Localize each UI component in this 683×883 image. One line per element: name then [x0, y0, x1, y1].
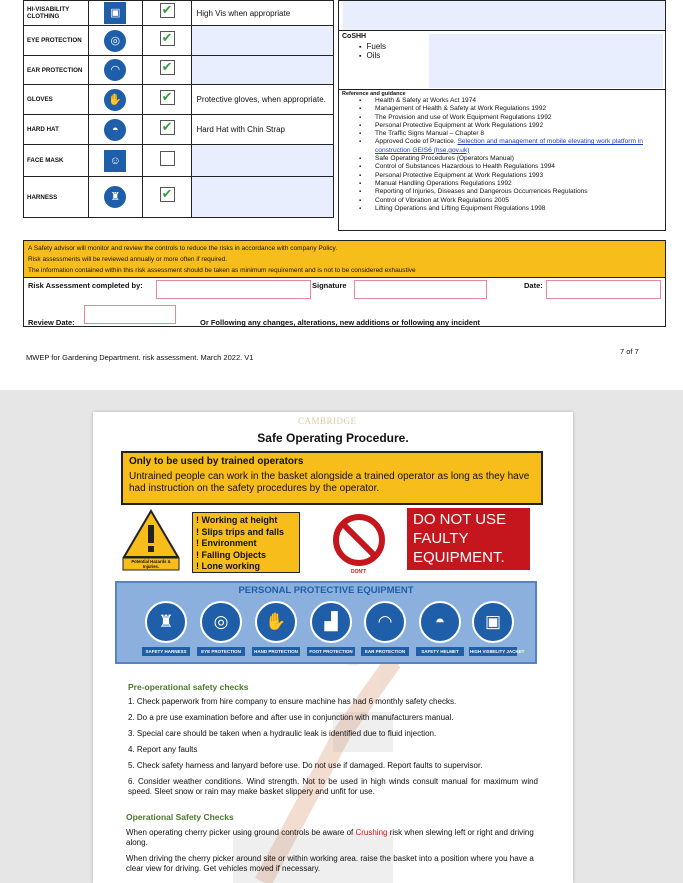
hazard-item: ! Lone working: [196, 561, 260, 571]
ppe-item: [142, 601, 190, 656]
goggles-icon: ◎: [104, 30, 126, 52]
ppe-note: [192, 145, 334, 177]
pre-operational-step: 2. Do a pre use examination before and after use in conjunction with manufacturers manual.: [128, 713, 454, 722]
crushing-highlight: Crushing: [355, 828, 388, 837]
ppe-checkbox[interactable]: [160, 90, 175, 105]
hi-vis-vest-icon: ▣: [104, 2, 126, 24]
signoff-box: [23, 278, 666, 327]
ppe-row: [24, 115, 334, 145]
banner-line: A Safety advisor will monitor and review the controls to reduce the risks in accordance with company Policy.: [28, 245, 338, 252]
reference-item: ▪ Health & Safety at Works Act 1974: [359, 97, 665, 105]
gloves-icon: ✋: [104, 89, 126, 111]
ppe-label: EAR PROTECTION: [24, 56, 89, 85]
reference-item: ▪ The Traffic Signs Manual – Chapter 8: [359, 130, 665, 138]
trained-body: Untrained people can work in the basket alongside a trained operator as long as they have had instruction on the safety procedures by the operator.: [129, 471, 530, 494]
ear-defenders-icon: ◠: [364, 601, 406, 643]
reference-item: ▪ Approved Code of Practice. Selection and management of mobile elevating work platform in construction GEIS6 (hse.gov.uk): [359, 138, 665, 155]
operational-step: When driving the cherry picker around site or within working area. raise the basket into a position where you have a clear view for driving. Get vehicles moved if necessary.: [126, 854, 534, 873]
page-number: 7 of 7: [620, 347, 639, 356]
ppe-item-label: EYE PROTECTION: [197, 647, 245, 656]
hazard-item: ! Slips trips and falls: [196, 526, 285, 537]
trained-operators-notice: [121, 451, 543, 505]
ppe-panel-title: PERSONAL PROTECTIVE EQUIPMENT: [238, 585, 414, 596]
pre-operational-heading: Pre-operational safety checks: [128, 682, 249, 692]
ppe-note: [192, 26, 334, 56]
ppe-checkbox[interactable]: [160, 31, 175, 46]
review-date-field[interactable]: [84, 305, 176, 324]
completed-by-label: Risk Assessment completed by:: [28, 281, 143, 290]
banner-line: Risk assessments will be reviewed annually or more often if required.: [28, 256, 228, 263]
ppe-table: [23, 0, 334, 218]
faulty-line: FAULTY: [413, 530, 469, 547]
operational-heading: Operational Safety Checks: [126, 812, 234, 822]
ppe-note: [192, 177, 334, 218]
ppe-item: [307, 601, 355, 656]
coshh-item: ▪ Oils: [359, 51, 665, 60]
ppe-item-label: SAFETY HELMET: [416, 647, 464, 656]
references-title: Reference and guidance: [342, 91, 406, 97]
completed-by-field[interactable]: [156, 280, 311, 299]
harness-icon: ♜: [104, 186, 126, 208]
ppe-checkbox[interactable]: [160, 120, 175, 135]
hi-vis-vest-icon: ▣: [472, 601, 514, 643]
dont-label: DON'T: [351, 569, 367, 575]
ppe-checkbox[interactable]: [160, 151, 175, 166]
ppe-item: [197, 601, 245, 656]
ear-defenders-icon: ◠: [104, 59, 126, 81]
boots-icon: ▟: [310, 601, 352, 643]
reference-item: ▪ Control of Vibration at Work Regulations 2005: [359, 197, 665, 205]
reference-item: ▪ Control of Substances Hazardous to Health Regulations 1994: [359, 163, 665, 171]
faulty-line: DO NOT USE: [413, 511, 507, 528]
pre-operational-step: 6. Consider weather conditions. Wind strength. Not to be used in high winds consult manual for maximum wind speed. Sleet snow or rain may make basket slippery and unfit for use.: [128, 777, 538, 796]
reference-item: ▪ Management of Health & Safety at Work Regulations 1992: [359, 105, 665, 113]
ppe-note: Hard Hat with Chin Strap: [192, 115, 334, 145]
ppe-item: [252, 601, 300, 656]
prohibition-sign-icon: [331, 514, 387, 576]
banner-line: The information contained within this risk assessment should be taken as minimum requirement and is not to be considered exhaustive: [28, 267, 416, 274]
coshh-item: ▪ Fuels: [359, 42, 665, 51]
risk-assessment-page: [0, 0, 683, 390]
hazard-item: ! Working at height: [196, 515, 278, 525]
acop-link[interactable]: Selection and management of mobile elevating work platform in construction GEIS6 (hse.gov.uk): [375, 138, 643, 154]
ppe-item-label: EAR PROTECTION: [361, 647, 409, 656]
ppe-label: EYE PROTECTION: [24, 26, 89, 56]
ppe-checkbox[interactable]: [160, 187, 175, 202]
ppe-note: [192, 56, 334, 85]
document-footer: MWEP for Gardening Department. risk assessment. March 2022. V1: [26, 353, 254, 362]
face-mask-icon: ☺: [104, 150, 126, 172]
hazard-list: [192, 512, 300, 573]
pre-operational-step: 3. Special care should be taken when a hydraulic leak is identified due to fluid injection.: [128, 729, 437, 738]
hard-hat-icon: ◓: [419, 601, 461, 643]
coshh-title: CoSHH: [342, 33, 367, 40]
signature-field[interactable]: [354, 280, 487, 299]
faulty-line: EQUIPMENT.: [413, 549, 505, 566]
ppe-row: [24, 145, 334, 177]
operational-step: When operating cherry picker using ground controls be aware of Crushing risk when slewing left or right and driving along.: [126, 828, 534, 847]
references-box: [338, 90, 666, 231]
operational-steps: [126, 828, 536, 880]
right-column: [338, 0, 666, 231]
ppe-note: High Vis when appropriate: [192, 1, 334, 26]
reference-item: ▪ Personal Protective Equipment at Work Regulations 1993: [359, 172, 665, 180]
references-list: [339, 97, 665, 213]
hard-hat-icon: ◓: [104, 119, 126, 141]
faulty-equipment-warning: [407, 508, 530, 570]
watermark-text: CAMBRIDGE: [298, 416, 357, 426]
ppe-item-label: SAFETY HARNESS: [142, 647, 190, 656]
ppe-row: [24, 177, 334, 218]
date-field[interactable]: [546, 280, 661, 299]
reference-item: ▪ Manual Handling Operations Regulations 1992: [359, 180, 665, 188]
ppe-label: GLOVES: [24, 85, 89, 115]
coshh-box: [338, 31, 666, 90]
ppe-label: HARNESS: [24, 177, 89, 218]
top-blank-box: [338, 0, 666, 31]
ppe-panel: [115, 581, 537, 664]
ppe-item: [361, 601, 409, 656]
ppe-item-label: HIGH VISIBILITY JACKET: [470, 649, 525, 654]
reference-item: ▪ Safe Operating Procedures (Operators Manual): [359, 155, 665, 163]
ppe-item: [416, 601, 464, 656]
ppe-item: [469, 601, 525, 656]
goggles-icon: ◎: [200, 601, 242, 643]
ppe-row: [24, 26, 334, 56]
hazard-item: ! Environment: [196, 538, 257, 548]
trained-heading: Only to be used by trained operators: [129, 456, 304, 467]
safe-operating-procedure-page: [93, 412, 573, 883]
sop-title: Safe Operating Procedure.: [257, 431, 409, 445]
ppe-item-label: FOOT PROTECTION: [307, 647, 355, 656]
ppe-row: [24, 1, 334, 26]
hazard-caption: Potential Hazards & Injuries.: [131, 559, 171, 569]
harness-icon: ♜: [145, 601, 187, 643]
ppe-item-label: HAND PROTECTION: [252, 647, 300, 656]
reference-item: ▪ Lifting Operations and Lifting Equipment Regulations 1998: [359, 205, 665, 213]
pre-operational-step: 5. Check safety harness and lanyard before use. Do not use if damaged. Report faults to supervisor.: [128, 761, 483, 770]
ppe-checkbox[interactable]: [160, 3, 175, 18]
signature-label: Signature: [312, 281, 347, 290]
pre-operational-step: 4. Report any faults: [128, 745, 198, 754]
pre-operational-steps: [128, 697, 538, 803]
following-changes-note: Or Following any changes, alterations, new additions or following any incident: [200, 318, 481, 327]
ppe-checkbox[interactable]: [160, 60, 175, 75]
reference-item: ▪ Reporting of Injuries, Diseases and Dangerous Occurrences Regulations: [359, 188, 665, 196]
ppe-row: [24, 56, 334, 85]
ppe-label: FACE MASK: [24, 145, 89, 177]
reference-item: ▪ Personal Protective Equipment at Work Regulations 1992: [359, 122, 665, 130]
review-date-label: Review Date:: [28, 318, 75, 327]
safety-advisor-banner: [23, 240, 666, 278]
ppe-label: HI-VISABILITY CLOTHING: [24, 1, 89, 26]
gloves-icon: ✋: [255, 601, 297, 643]
ppe-label: HARD HAT: [24, 115, 89, 145]
ppe-row: [24, 85, 334, 115]
hazard-item: ! Falling Objects: [196, 549, 267, 560]
pre-operational-step: 1. Check paperwork from hire company to ensure machine has had 6 monthly safety checks.: [128, 697, 457, 706]
ppe-note: Protective gloves, when appropriate.: [192, 85, 334, 115]
date-label: Date:: [524, 281, 543, 290]
reference-item: ▪ The Provision and use of Work Equipment Regulations 1992: [359, 114, 665, 122]
